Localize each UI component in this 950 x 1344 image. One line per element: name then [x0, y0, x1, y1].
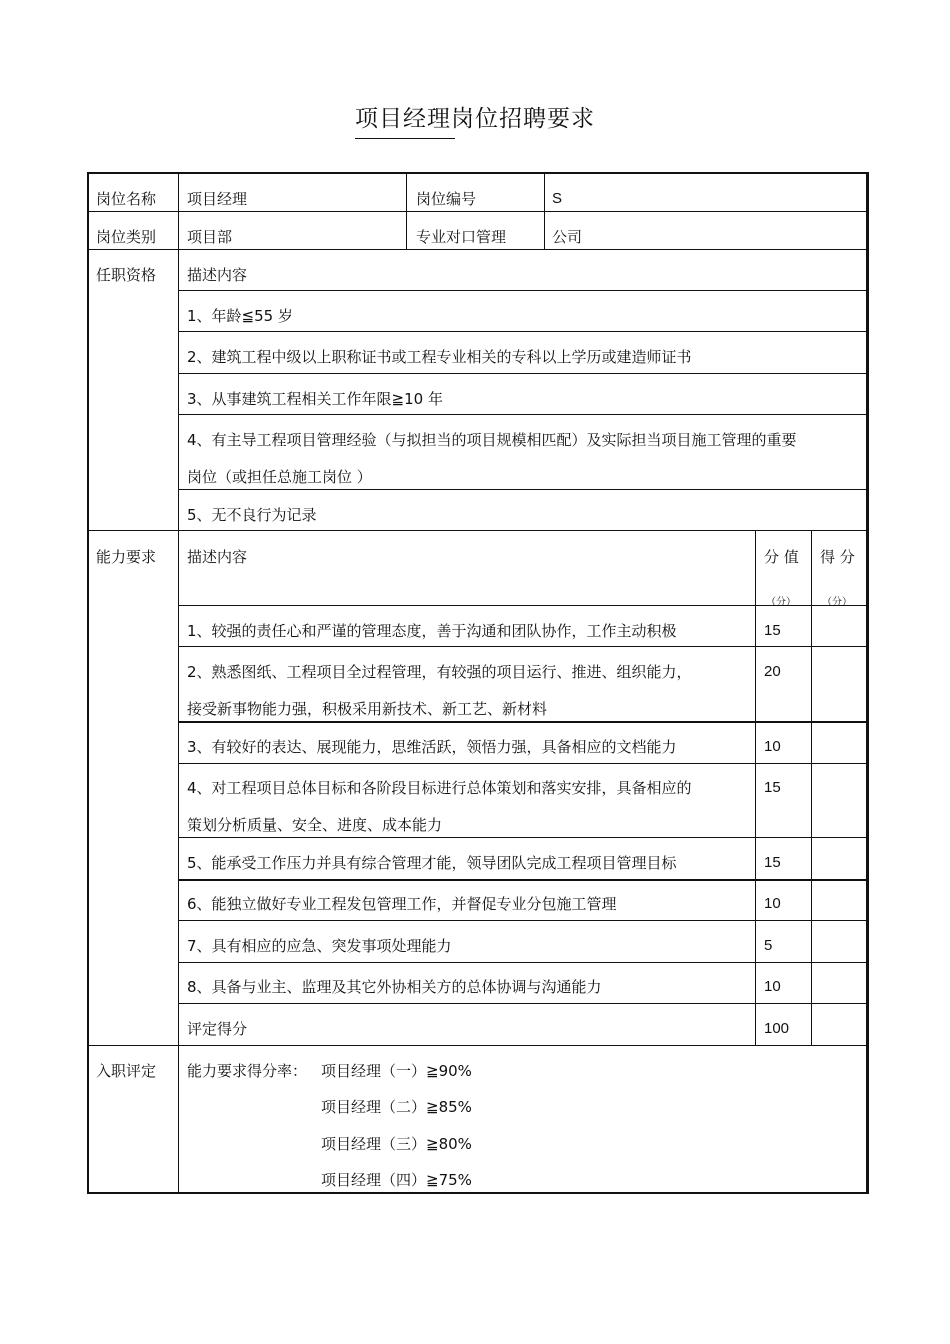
position-code-value: S [552, 190, 563, 207]
qualification-item: 4、有主导工程项目管理经验（与拟担当的项目规模相匹配）及实际担当项目施工管理的重要 [187, 431, 797, 449]
qualification-item: 1、年龄≦55 岁 [187, 307, 293, 325]
ability-item: 6、能独立做好专业工程发包管理工作，并督促专业分包施工管理 [187, 895, 617, 913]
ability-item-continued: 策划分析质量、安全、进度、成本能力 [187, 816, 443, 834]
qualifications-label: 任职资格 [96, 266, 157, 284]
onboarding-prefix: 能力要求得分率： [187, 1062, 308, 1080]
qualification-item-continued: 岗位（或担任总施工岗位 ） [187, 468, 372, 486]
ability-item: 8、具备与业主、监理及其它外协相关方的总体协调与沟通能力 [187, 978, 602, 996]
qualification-item: 3、从事建筑工程相关工作年限≧10 年 [187, 390, 443, 408]
qualification-item: 2、建筑工程中级以上职称证书或工程专业相关的专科以上学历或建造师证书 [187, 348, 692, 366]
score-unit: （分） [766, 597, 796, 608]
ability-item: 3、有较好的表达、展现能力，思维活跃，领悟力强，具备相应的文档能力 [187, 738, 677, 756]
ability-item: 4、对工程项目总体目标和各阶段目标进行总体策划和落实安排，具备相应的 [187, 779, 692, 797]
ability-item-continued: 接受新事物能力强，积极采用新技术、新工艺、新材料 [187, 700, 548, 718]
ability-score: 10 [764, 895, 781, 912]
got-header: 得 分 [820, 548, 855, 566]
ability-score: 15 [764, 622, 781, 639]
ability-item: 5、能承受工作压力并具有综合管理才能，领导团队完成工程项目管理目标 [187, 854, 677, 872]
ability-score: 15 [764, 779, 781, 796]
position-code-label: 岗位编号 [416, 190, 477, 208]
management-label: 专业对口管理 [416, 228, 507, 246]
ability-score: 10 [764, 978, 781, 995]
ability-score: 5 [764, 937, 773, 954]
qualification-item: 5、无不良行为记录 [187, 506, 317, 524]
abilities-desc-header: 描述内容 [187, 548, 248, 566]
category-value: 项目部 [187, 228, 233, 246]
total-score: 100 [764, 1020, 790, 1037]
position-name-label: 岗位名称 [96, 190, 157, 208]
page-title: 项目经理岗位招聘要求 [0, 100, 950, 133]
ability-score: 20 [764, 663, 781, 680]
onboarding-level: 项目经理（一）≧90% [321, 1062, 472, 1080]
ability-item: 1、较强的责任心和严谨的管理态度，善于沟通和团队协作，工作主动积极 [187, 622, 677, 640]
category-label: 岗位类别 [96, 228, 157, 246]
ability-score: 15 [764, 854, 781, 871]
onboarding-level: 项目经理（三）≧80% [321, 1135, 472, 1153]
onboarding-level: 项目经理（四）≧75% [321, 1171, 472, 1189]
total-label: 评定得分 [187, 1020, 248, 1038]
ability-score: 10 [764, 738, 781, 755]
position-name-value: 项目经理 [187, 190, 248, 208]
onboarding-level: 项目经理（二）≧85% [321, 1098, 472, 1116]
score-header: 分 值 [764, 548, 799, 566]
got-unit: （分） [822, 597, 852, 608]
ability-item: 7、具有相应的应急、突发事项处理能力 [187, 937, 452, 955]
management-value: 公司 [552, 228, 583, 246]
onboarding-label: 入职评定 [96, 1062, 157, 1080]
abilities-label: 能力要求 [96, 548, 157, 566]
ability-item: 2、熟悉图纸、工程项目全过程管理，有较强的项目运行、推进、组织能力， [187, 663, 692, 681]
qualifications-desc-header: 描述内容 [187, 266, 248, 284]
